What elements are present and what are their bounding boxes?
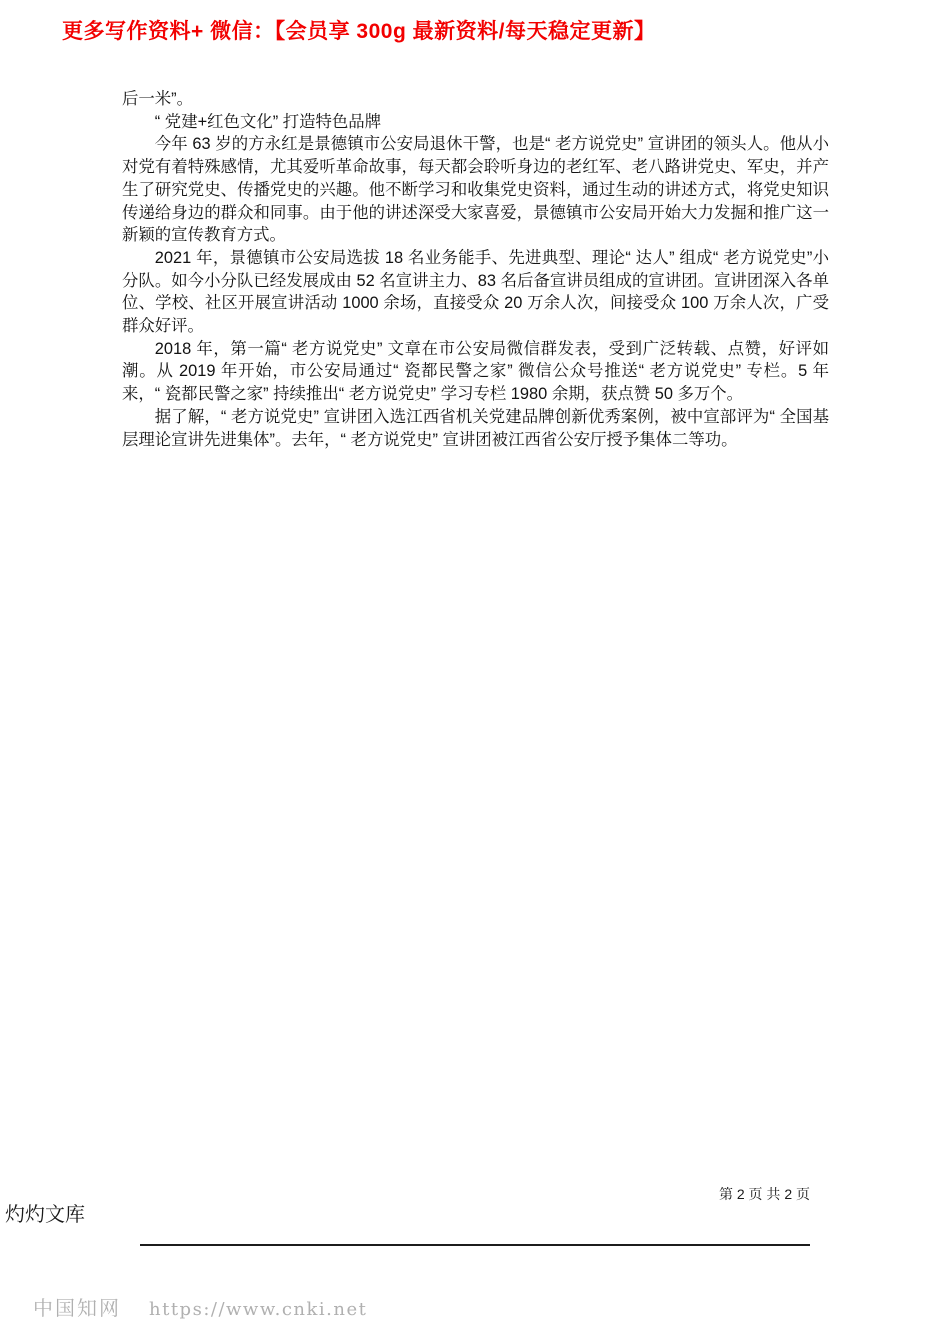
paragraph: 据了解，“ 老方说党史” 宣讲团入选江西省机关党建品牌创新优秀案例，被中宣部评为“ 全国基层理论宣讲先进集体”。去年，“ 老方说党史” 宣讲团被江西省公安厅授予集体二等功。 [122,407,829,449]
paragraph: 2018 年，第一篇“ 老方说党史” 文章在市公安局微信群发表，受到广泛转载、点赞，好评如潮。从 2019 年开始，市公安局通过“ 瓷都民警之家” 微信公众号推送“ 老方说党史” 专栏。5 年来，“ 瓷都民警之家” 持续推出“ 老方说党史” 学习专栏 1980 余期，获点赞 50 多万个。 [122,339,829,404]
footer-divider-line [140,1244,810,1246]
section-heading: “ 党建+红色文化” 打造特色品牌 [154,112,382,131]
cnki-site-name: 中国知网 [33,1298,121,1320]
paragraph-continuation: 后一米”。 [122,90,194,108]
cnki-watermark [33,1292,367,1321]
library-name-label: 灼灼文库 [5,1204,85,1226]
document-body [122,88,829,451]
promo-banner-text: 更多写作资料+ 微信：【会员享 300g 最新资料/每天稳定更新】 [62,20,656,43]
page-number-indicator: 第 2 页 共 2 页 [718,1186,810,1202]
paragraph: 今年 63 岁的方永红是景德镇市公安局退休干警，也是“ 老方说党史” 宣讲团的领头人。他从小对党有着特殊感情，尤其爱听革命故事，每天都会聆听身边的老红军、老八路讲党史、军史，并产生了研究党史、传播党史的兴趣。他不断学习和收集党史资料，通过生动的讲述方式，将党史知识传递给身边的群众和同事。由于他的讲述深受大家喜爱，景德镇市公安局开始大力发掘和推广这一新颖的宣传教育方式。 [122,135,829,245]
cnki-site-url: https://www.cnki.net [149,1299,368,1320]
paragraph: 2021 年，景德镇市公安局选拔 18 名业务能手、先进典型、理论“ 达人” 组成“ 老方说党史”小分队。如今小分队已经发展成由 52 名宣讲主力、83 名后备宣讲员组成的宣讲团。宣讲团深入各单位、学校、社区开展宣讲活动 1000 余场，直接受众 20 万余人次，间接受众 100 万余人次，广受群众好评。 [122,248,829,336]
